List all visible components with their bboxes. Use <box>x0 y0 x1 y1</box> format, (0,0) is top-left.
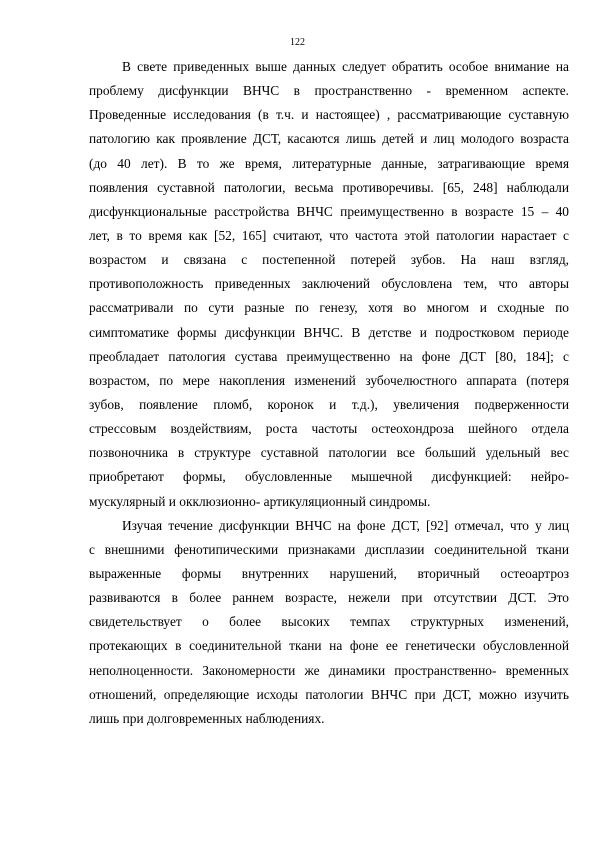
text-line: стрессовым воздействиям, роста частоты остеохондроза шейного отдела <box>89 421 569 437</box>
text-line: выраженные формы внутренних нарушений, вторичный остеоартроз <box>89 565 569 581</box>
text-line: лет, в то время как [52, 165] считают, что частота этой патологии нарастает с <box>89 227 569 243</box>
text-line: отношений, определяющие исходы патологии ВНЧС при ДСТ, можно изучить <box>89 686 569 702</box>
text-line: позвоночника в структуре суставной патологии все больший удельный вес <box>89 445 569 461</box>
text-line: рассматривали по сути разные по генезу, хотя во многом и сходные по <box>89 300 569 316</box>
paragraph-2 <box>89 514 569 731</box>
page-number: 122 <box>290 37 305 48</box>
text-line: патологию как проявление ДСТ, касаются лишь детей и лиц молодого возраста <box>89 131 569 147</box>
text-line: (до 40 лет). В то же время, литературные данные, затрагивающие время <box>89 155 569 171</box>
text-line: дисфункциональные расстройства ВНЧС преимущественно в возрасте 15 – 40 <box>89 203 569 219</box>
text-line: приобретают формы, обусловленные мышечной дисфункцией: нейро- <box>89 469 569 485</box>
text-line: зубов, появление пломб, коронок и т.д.), увеличения подверженности <box>89 396 569 412</box>
text-line: возрастом, по мере накопления изменений зубочелюстного аппарата (потеря <box>89 372 569 388</box>
text-line: мускулярный и окклюзионно- артикуляционный синдромы. <box>89 493 431 509</box>
text-line: неполноценности. Закономерности же динамики пространственно- временных <box>89 662 569 678</box>
text-line: протекающих в соединительной ткани на фоне ее генетически обусловленной <box>89 638 569 654</box>
text-line: Изучая течение дисфункции ВНЧС на фоне ДСТ, [92] отмечал, что у лиц <box>122 517 569 533</box>
text-line: преобладает патология сустава преимущественно на фоне ДСТ [80, 184]; с <box>89 348 569 364</box>
text-line: противоположность приведенных заключений обусловлена тем, что авторы <box>89 276 569 292</box>
text-line: возрастом и связана с постепенной потерей зубов. На наш взгляд, <box>89 252 569 268</box>
text-line: В свете приведенных выше данных следует обратить особое внимание на <box>122 59 569 74</box>
body-text <box>89 55 569 731</box>
paragraph-1 <box>89 55 569 514</box>
text-line: появления суставной патологии, весьма противоречивы. [65, 248] наблюдали <box>89 179 569 195</box>
text-line: симптоматике формы дисфункции ВНЧС. В детстве и подростковом периоде <box>89 324 569 340</box>
text-line: Проведенные исследования (в т.ч. и настоящее) , рассматривающие суставную <box>89 107 569 123</box>
text-line: с внешними фенотипическими признаками дисплазии соединительной ткани <box>89 541 569 557</box>
text-line: лишь при долговременных наблюдениях. <box>89 710 325 726</box>
text-line: проблему дисфункции ВНЧС в пространственно - временном аспекте. <box>89 83 569 99</box>
text-line: свидетельствует о более высоких темпах структурных изменений, <box>89 614 569 630</box>
text-line: развиваются в более раннем возрасте, нежели при отсутствии ДСТ. Это <box>89 590 569 606</box>
